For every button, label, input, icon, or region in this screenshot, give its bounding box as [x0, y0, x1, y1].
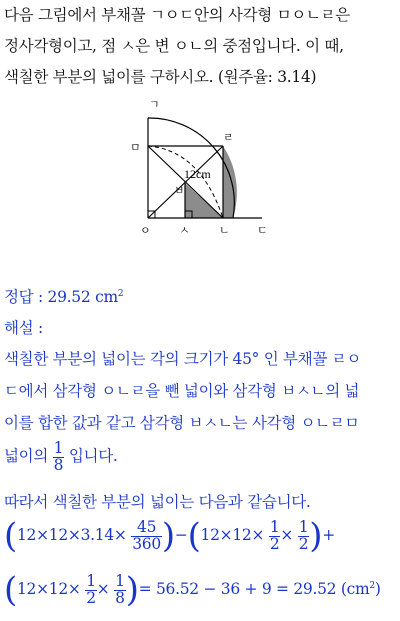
eq1-times: × — [280, 526, 294, 544]
eq1-fraction-2 — [269, 520, 281, 552]
label-m: ㅁ — [130, 141, 141, 154]
frac-den: 8 — [53, 455, 64, 474]
para2: 따라서 색칠한 부분의 넓이는 다음과 같습니다. — [4, 493, 311, 511]
label-d: ㄷ — [257, 224, 268, 237]
eq1-minus: − — [174, 526, 188, 544]
label-r: ㄹ — [223, 131, 234, 144]
eq2-unit-exp: 2 — [369, 580, 375, 591]
equation-line-1: (12×12×3.14× $\frac{45}{360}$ )−(12×12× $\frac{1}{2}$ × $\frac{1}{2}$ )+ — [4, 516, 335, 556]
eq2-unit: (cm — [340, 580, 370, 598]
label-n: ㄴ — [219, 224, 230, 237]
label-b: ㅂ — [174, 184, 185, 197]
para1-line2: ㄷ에서 삼각형 ㅇㄴㄹ을 뺀 넓이와 삼각형 ㅂㅅㄴ의 넓 — [4, 382, 360, 400]
answer-value: 29.52 — [47, 288, 91, 306]
answer-unit: cm — [95, 288, 118, 306]
length-label: 12cm — [184, 167, 211, 181]
label-g: ㄱ — [149, 98, 160, 111]
eq2-unit-close: ) — [374, 580, 381, 598]
frac-den: 360 — [132, 534, 161, 553]
eq2-times: × — [96, 580, 110, 598]
eq2-fraction-1 — [85, 574, 97, 606]
eq1-b: 12×12× — [200, 526, 265, 544]
para1-line3: 이를 합한 값과 같고 삼각형 ㅂㅅㄴ는 사각형 ㅇㄴㄹㅁ — [4, 414, 360, 432]
problem-text — [4, 0, 398, 93]
para1-line1: 색칠한 부분의 넓이는 각의 크기가 45° 인 부채꼴 ㄹㅇ — [4, 350, 362, 368]
explain-label: 해설 : — [4, 319, 43, 337]
frac-den: 2 — [269, 534, 280, 553]
geometry-figure — [120, 96, 280, 238]
eq1-fraction-1 — [131, 520, 162, 552]
eq2-fraction-2 — [114, 574, 126, 606]
eq2-a: 12×12× — [16, 580, 81, 598]
problem-line-1: 다음 그림에서 부채꼴 ㄱㅇㄷ안의 사각형 ㅁㅇㄴㄹ은 — [4, 6, 350, 24]
frac-num: 1 — [53, 439, 64, 457]
eq2-result: = 56.52 − 36 + 9 = 29.52 — [138, 580, 337, 598]
frac-num: 1 — [86, 572, 96, 590]
answer-exp: 2 — [117, 288, 124, 299]
equation-line-2: (12×12× $\frac{1}{2}$ × $\frac{1}{8}$ )= 56.52 − 36 + 9 = 29.52 $(cm^2)$ — [4, 570, 381, 610]
answer-line — [4, 285, 398, 307]
label-o: ㅇ — [140, 224, 151, 237]
para1-line4-post: 입니다. — [68, 447, 118, 465]
problem-line-2: 정사각형이고, 점 ㅅ은 변 ㅇㄴ의 중점입니다. 이 때, — [4, 37, 344, 55]
answer-label: 정답 : — [4, 288, 43, 306]
eq1-a: 12×12×3.14× — [16, 526, 127, 544]
frac-num: 45 — [131, 520, 162, 537]
para1-line4-pre: 넓이의 — [4, 447, 49, 465]
eq1-fraction-3 — [298, 520, 310, 552]
frac-den: 2 — [86, 588, 96, 607]
fraction-1-8 — [53, 441, 65, 473]
problem-line-3: 색칠한 부분의 넓이를 구하시오. (원주율: 3.14) — [4, 68, 317, 86]
frac-num: 1 — [269, 518, 280, 536]
frac-den: 2 — [298, 534, 309, 553]
frac-num: 1 — [298, 518, 309, 536]
frac-num: 1 — [115, 572, 125, 590]
label-s: ㅅ — [179, 224, 190, 237]
eq1-plus: + — [322, 526, 335, 544]
frac-den: 8 — [115, 588, 125, 607]
para1-line4 — [4, 441, 398, 473]
